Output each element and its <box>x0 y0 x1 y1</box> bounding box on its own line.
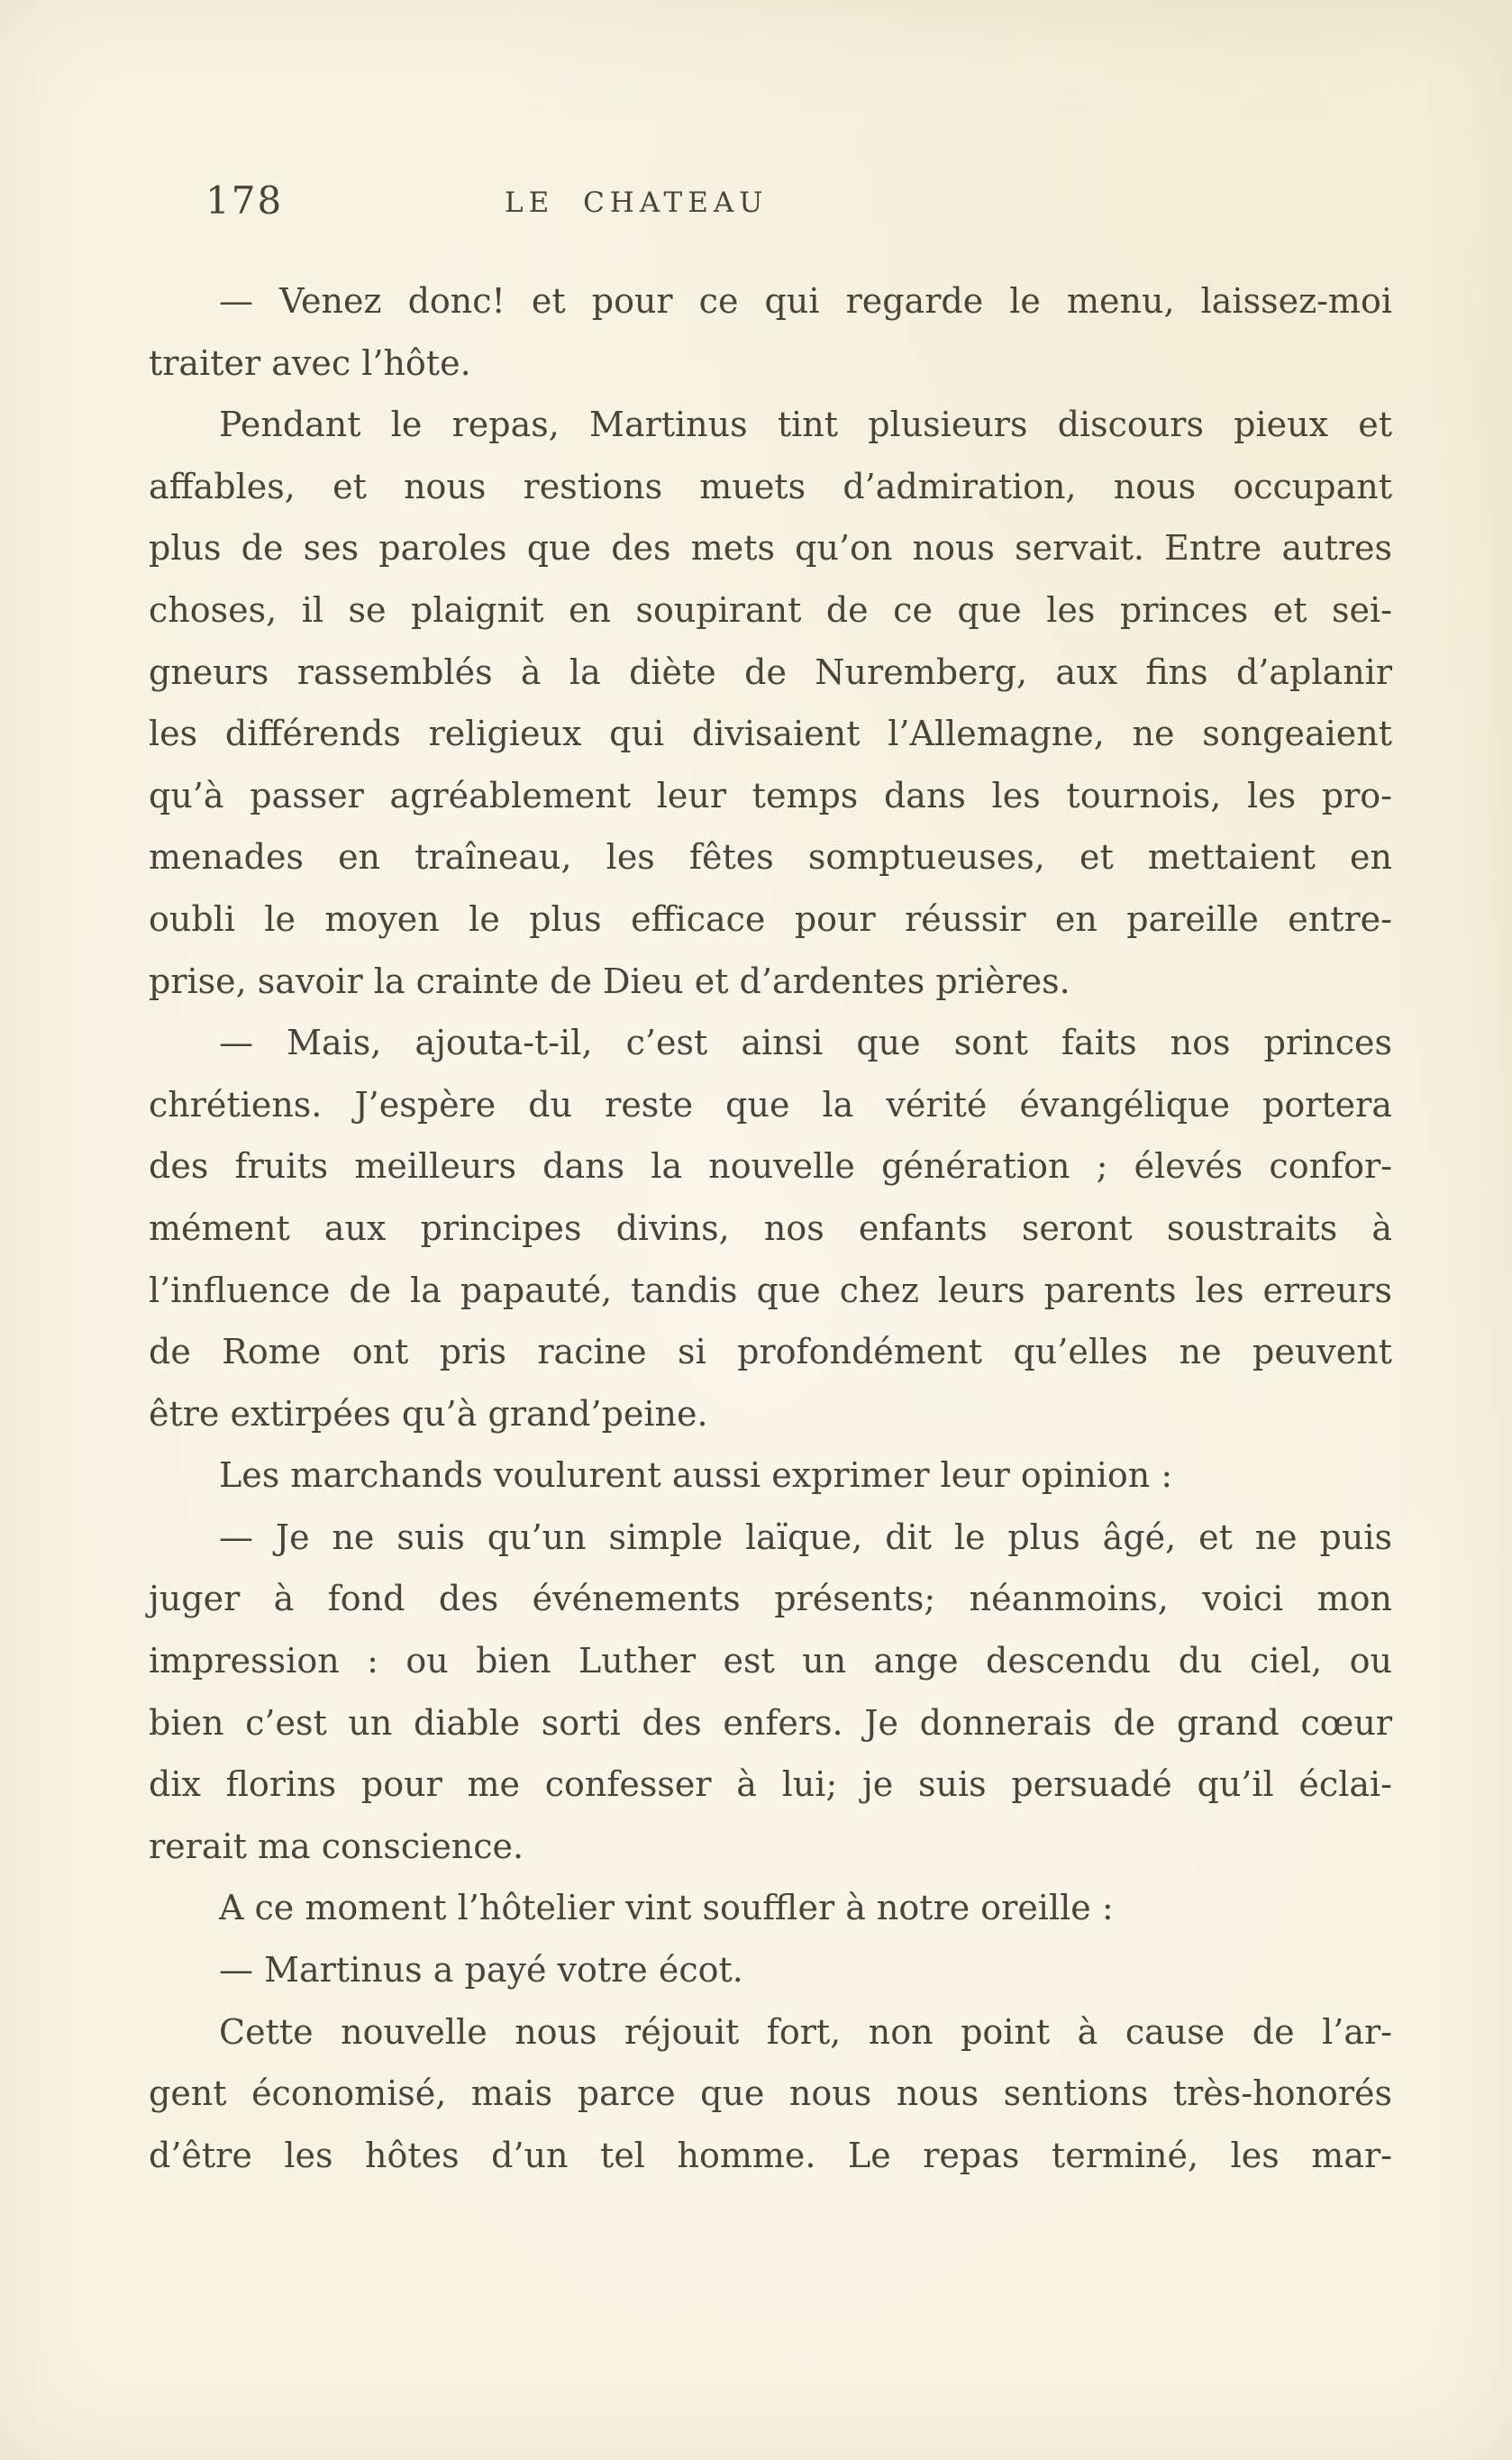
text-line: prise, savoir la crainte de Dieu et d’ardentes prières. <box>149 961 1070 1001</box>
page-header <box>0 178 1512 229</box>
page-body <box>149 270 1392 2186</box>
text-line: affables, et nous restions muets d’admiration, nous occupant <box>149 466 1392 506</box>
text-line: — Mais, ajouta-t-il, c’est ainsi que sont faits nos princes <box>219 1023 1392 1063</box>
text-line: plus de ses paroles que des mets qu’on nous servait. Entre autres <box>149 528 1392 569</box>
text-line: menades en traîneau, les fêtes somptueuses, et mettaient en <box>149 837 1392 878</box>
text-line: Cette nouvelle nous réjouit fort, non point à cause de l’ar- <box>219 2011 1392 2052</box>
text-line: dix florins pour me confesser à lui; je suis persuadé qu’il éclai- <box>149 1764 1392 1805</box>
text-line: Les marchands voulurent aussi exprimer leur opinion : <box>219 1455 1173 1496</box>
text-line: A ce moment l’hôtelier vint souffler à notre oreille : <box>219 1888 1114 1928</box>
text-line: l’influence de la papauté, tandis que chez leurs parents les erreurs <box>149 1270 1392 1310</box>
text-line: — Venez donc! et pour ce qui regarde le menu, laissez-moi <box>219 281 1392 321</box>
text-line: les différends religieux qui divisaient l’Allemagne, ne songeaient <box>149 714 1392 754</box>
text-line: rerait ma conscience. <box>149 1826 524 1866</box>
text-line: impression : ou bien Luther est un ange descendu du ciel, ou <box>149 1641 1392 1681</box>
text-line: des fruits meilleurs dans la nouvelle génération ; élevés confor- <box>149 1146 1392 1187</box>
text-line: bien c’est un diable sorti des enfers. Je donnerais de grand cœur <box>149 1702 1392 1743</box>
page-number: 178 <box>205 178 284 223</box>
text-line: d’être les hôtes d’un tel homme. Le repas terminé, les mar- <box>149 2135 1392 2175</box>
running-title: LE CHATEAU <box>505 187 769 219</box>
text-line: Pendant le repas, Martinus tint plusieurs discours pieux et <box>219 405 1392 445</box>
text-line: oubli le moyen le plus efficace pour réussir en pareille entre- <box>149 898 1392 939</box>
text-line: juger à fond des événements présents; néanmoins, voici mon <box>149 1579 1392 1619</box>
text-line: de Rome ont pris racine si profondément qu’elles ne peuvent <box>149 1332 1392 1372</box>
text-line: gneurs rassemblés à la diète de Nuremberg, aux fins d’aplanir <box>149 651 1392 692</box>
text-line: mément aux principes divins, nos enfants seront soustraits à <box>149 1207 1392 1248</box>
text-line: gent économisé, mais parce que nous nous sentions très-honorés <box>149 2073 1392 2114</box>
text-line: — Martinus a payé votre écot. <box>219 1950 743 1991</box>
text-line: être extirpées qu’à grand’peine. <box>149 1393 708 1434</box>
text-line: qu’à passer agréablement leur temps dans les tournois, les pro- <box>149 775 1392 815</box>
text-line: choses, il se plaignit en soupirant de ce que les princes et sei- <box>149 589 1392 630</box>
text-line: chrétiens. J’espère du reste que la vérité évangélique portera <box>149 1084 1392 1125</box>
text-line: — Je ne suis qu’un simple laïque, dit le plus âgé, et ne puis <box>219 1517 1392 1557</box>
text-line: traiter avec l’hôte. <box>149 342 471 383</box>
